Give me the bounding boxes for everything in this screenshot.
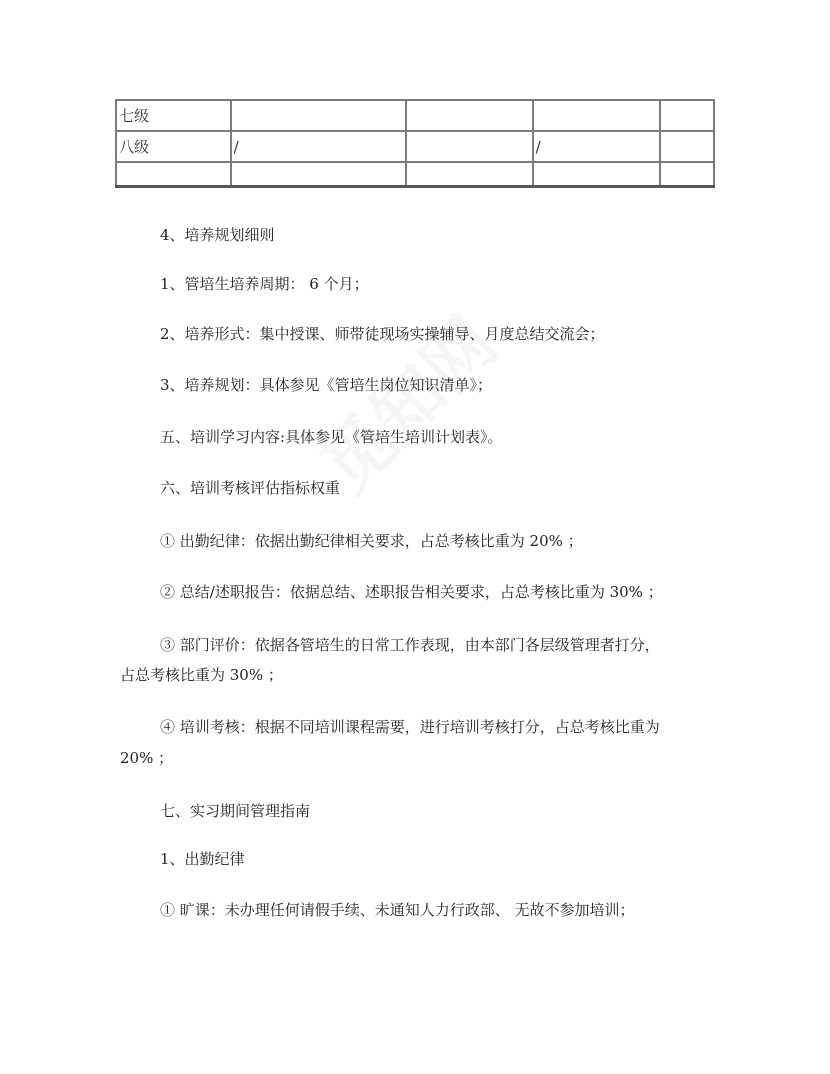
- table-cell: /: [231, 131, 406, 162]
- table-cell: [533, 162, 661, 187]
- table-cell: [660, 162, 714, 187]
- table-cell: 八级: [116, 131, 231, 162]
- table-cell: [660, 131, 714, 162]
- paragraph: ② 总结/述职报告：依据总结、述职报告相关要求，占总考核比重为 30% ；: [160, 583, 663, 601]
- paragraph: ① 出勤纪律：依据出勤纪律相关要求，占总考核比重为 20% ；: [160, 532, 583, 550]
- section-heading: 七、实习期间管理指南: [160, 802, 311, 820]
- paragraph-continuation: 占总考核比重为 30% ；: [120, 666, 283, 684]
- table-cell: 七级: [116, 100, 231, 131]
- paragraph: 2、培养形式：集中授课、师带徒现场实操辅导、月度总结交流会；: [160, 325, 605, 343]
- paragraph: ④ 培训考核：根据不同培训课程需要，进行培训考核打分，占总考核比重为: [160, 718, 660, 736]
- table-cell: [533, 100, 661, 131]
- table-cell: /: [533, 131, 661, 162]
- table-cell: [406, 162, 533, 187]
- table-cell: [660, 100, 714, 131]
- section-heading: 六、培训考核评估指标权重: [160, 479, 341, 497]
- table-cell: [231, 100, 406, 131]
- table-cell: [406, 131, 533, 162]
- section-heading: 4、培养规划细则: [160, 226, 275, 244]
- table-row: [116, 100, 714, 131]
- subsection-heading: 1、出勤纪律: [160, 850, 245, 868]
- table-cell: [231, 162, 406, 187]
- level-table: [115, 99, 715, 188]
- paragraph: 3、培养规划：具体参见《管培生岗位知识清单》；: [160, 376, 493, 394]
- table-cell: [116, 162, 231, 187]
- table-row: [116, 131, 714, 162]
- paragraph: 1、管培生培养周期： 6 个月；: [160, 275, 369, 293]
- section-heading: 五、培训学习内容:具体参见《管培生培训计划表》。: [160, 428, 503, 446]
- table-row: [116, 162, 714, 187]
- paragraph-continuation: 20% ；: [120, 749, 174, 767]
- paragraph: ① 旷课：未办理任何请假手续、未通知人力行政部、 无故不参加培训；: [160, 901, 635, 919]
- paragraph: ③ 部门评价：依据各管培生的日常工作表现，由本部门各层级管理者打分，: [160, 636, 660, 654]
- table-cell: [406, 100, 533, 131]
